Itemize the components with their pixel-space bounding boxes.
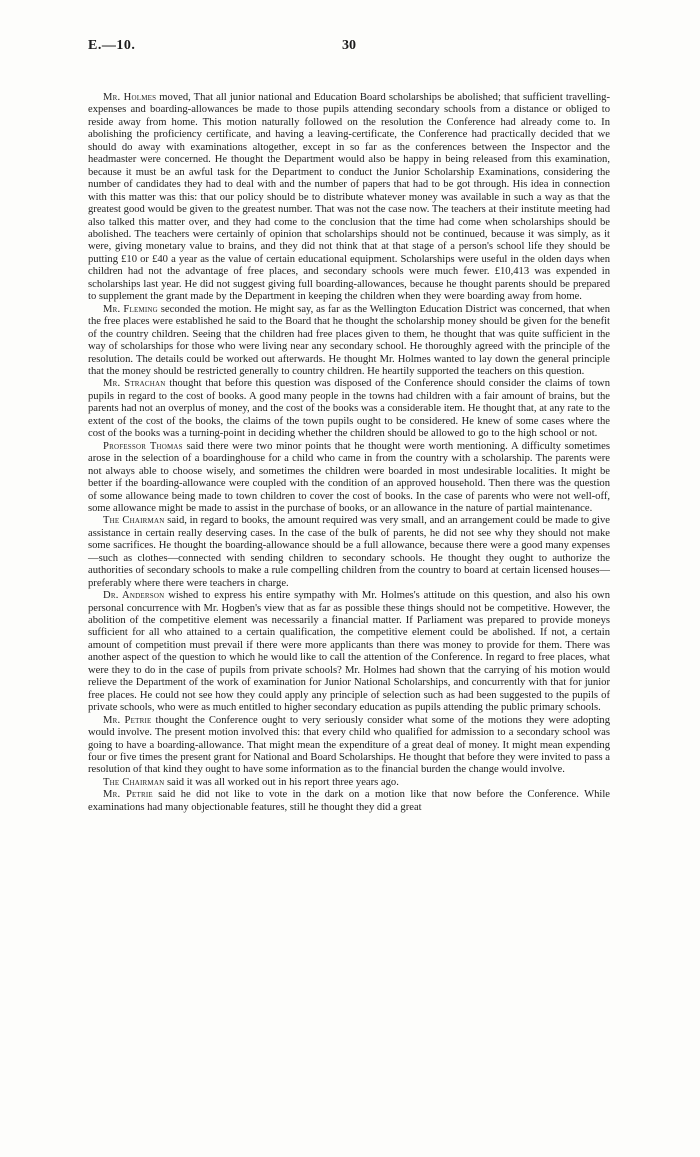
speaker-name: Mr. Petrie — [103, 789, 153, 801]
paragraph-text: seconded the motion. He might say, as far as the Wellington Education District was concerned, that when the free places were established he said to the Board that he thought the scholarship money should be given for the benefit of the country children. Seeing that the children had free places given to them, he thought that was quite sufficient in the way of scholarships for those who were living near any secondary school. He thoroughly agreed with the principle of the resolution. The details could be worked out afterwards. He thought Mr. Holmes wanted to lay down the general principle that the money should be restricted generally to country children. He heartily supported the teachers on this question. — [88, 303, 610, 377]
paragraph-text: said it was all worked out in his report three years ago. — [164, 776, 399, 788]
paragraph — [88, 789, 610, 814]
speaker-name: Dr. Anderson — [103, 590, 165, 602]
paragraph — [88, 590, 610, 715]
paragraph — [88, 92, 610, 304]
paragraph-text: thought that before this question was disposed of the Conference should consider the claims of town pupils in regard to the cost of books. A good many people in the towns had children with a fair amount of brains, but the parents had not an overplus of money, and the cost of the books was a considerable item. He thought that, at any rate to the extent of the cost of the books, the claims of the town pupils ought to be considered. He knew of some cases where the cost of the books was a turning-point in deciding whether the children should be allowed to go to the high school or not. — [88, 378, 611, 440]
paragraph-text: wished to express his entire sympathy with Mr. Holmes's attitude on this question, and also his own personal concurrence with Mr. Hogben's view that as far as possible these things should not be competitive. However, the abolition of the competitive element was necessarily a financial matter. If Parliament was prepared to provide moneys sufficient for all who attained to a certain qualification, the competitive element could be abolished. If not, a certain amount of competition must prevail if there were more applicants than there was money to provide for them. There was another aspect of the question to which he would like to call the attention of the Conference. In regard to free places, what were they to do in the case of pupils from private schools? Mr. Holmes had shown that the carrying of his motion would relieve the Department of the work of examination for Junior National Scholarships, and concurrently with that for junior free places. He could not see how they could apply any principle of selection such as had been suggested to the pupils of private schools, who were as much entitled to higher secondary education as pupils attending the public primary schools. — [88, 590, 610, 714]
proceedings-text — [88, 92, 610, 814]
paragraph-text: said, in regard to books, the amount required was very small, and an arrangement could be made to give assistance in certain really deserving cases. In the case of the bulk of parents, he did not see why they should not make some sacrifices. He thought the boarding-allowance should be a full allowance, because there were a good many expenses—such as clothes—connected with sending children to secondary schools. He thought they ought to authorize the authorities of secondary schools to make a rule compelling children from the country to board at certain licensed houses—preferably where there were teachers in charge. — [88, 515, 610, 589]
paragraph-text: moved, That all junior national and Education Board scholarships be abolished; that sufficient travelling-expenses and boarding-allowances be made to those pupils attending secondary schools from a distance or obliged to reside away from home. This motion naturally followed on the resolution the Conference had already come to. In abolishing the proficiency certificate, and having a leaving-certificate, the Conference had practically decided that we should do away with examinations altogether, except in so far as the conferences between the Inspector and the headmaster were concerned. He thought the Department would also be happy in being released from this examination, because it must be an awful task for the Department to conduct the Junior Scholarship Examinations, considering the number of candidates they had to deal with and the number of papers that had to be got through. His idea in connection with this matter was this: that our policy should be to distribute whatever money was available in such a way as that the greatest good would be given to the greatest number. That was not the case now. The teachers at their institute meeting had also talked this matter over, and they had come to the conclusion that the time had come when scholarships should be abolished. The teachers were certainly of opinion that scholarships should not be continued, because it was simply, as it were, giving monetary value to brains, and they did not think that at that stage of a person's school life they should be putting £10 or £40 a year as the value of certain educational equipment. Scholarships were useful in the olden days when children had not the advantage of free places, and secondary schools were much fewer. £10,413 was expended in scholarships last year. He did not suggest giving full boarding-allowances, because he thought parents should be prepared to supplement the grant made by the Department in keeping the children when they were boarding away from home. — [88, 92, 610, 303]
paragraph — [88, 441, 610, 516]
paragraph — [88, 304, 610, 379]
paragraph-text: said there were two minor points that he thought were worth mentioning. A difficulty sometimes arose in the selection of a boardinghouse for a child who came in from the country with a scholarship. The parents were not always able to choose wisely, and sometimes the children were boarded in most undesirable localities. It might be better if the boarding-allowance were coupled with the condition of an approved household. Then there was the question of some allowance being made to town children to cover the cost of books. In the case of parents who were not well-off, some allowance might be made to assist in the purchase of books, or an allowance in the nature of partial maintenance. — [88, 440, 610, 514]
page-header — [88, 38, 610, 58]
document-reference: E.—10. — [88, 38, 136, 53]
paragraph-text: thought the Conference ought to very seriously consider what some of the motions they were adopting would involve. The present motion involved this: that every child who qualified for admission to a secondary school was going to have a boarding-allowance. That might mean the expenditure of a great deal of money. It might mean expending four or five times the present grant for National and Board Scholarships. He thought that before they were invited to pass a resolution of that kind they ought to have some information as to the financial burden the change would involve. — [88, 714, 610, 776]
speaker-name: The Chairman — [103, 515, 165, 527]
speaker-name: Mr. Holmes — [103, 92, 157, 103]
paragraph — [88, 515, 610, 590]
page-number: 30 — [342, 38, 356, 53]
paragraph — [88, 777, 610, 789]
paragraph — [88, 378, 610, 440]
speaker-name: Mr. Strachan — [103, 378, 166, 390]
speaker-name: Mr. Fleming — [103, 303, 158, 315]
paragraph — [88, 715, 610, 777]
speaker-name: The Chairman — [103, 776, 165, 788]
speaker-name: Mr. Petrie — [103, 714, 152, 726]
speaker-name: Professor Thomas — [103, 440, 183, 452]
paragraph-text: said he did not like to vote in the dark on a motion like that now before the Conference. While examinations had many objectionable features, still he thought they did a great — [88, 789, 611, 813]
